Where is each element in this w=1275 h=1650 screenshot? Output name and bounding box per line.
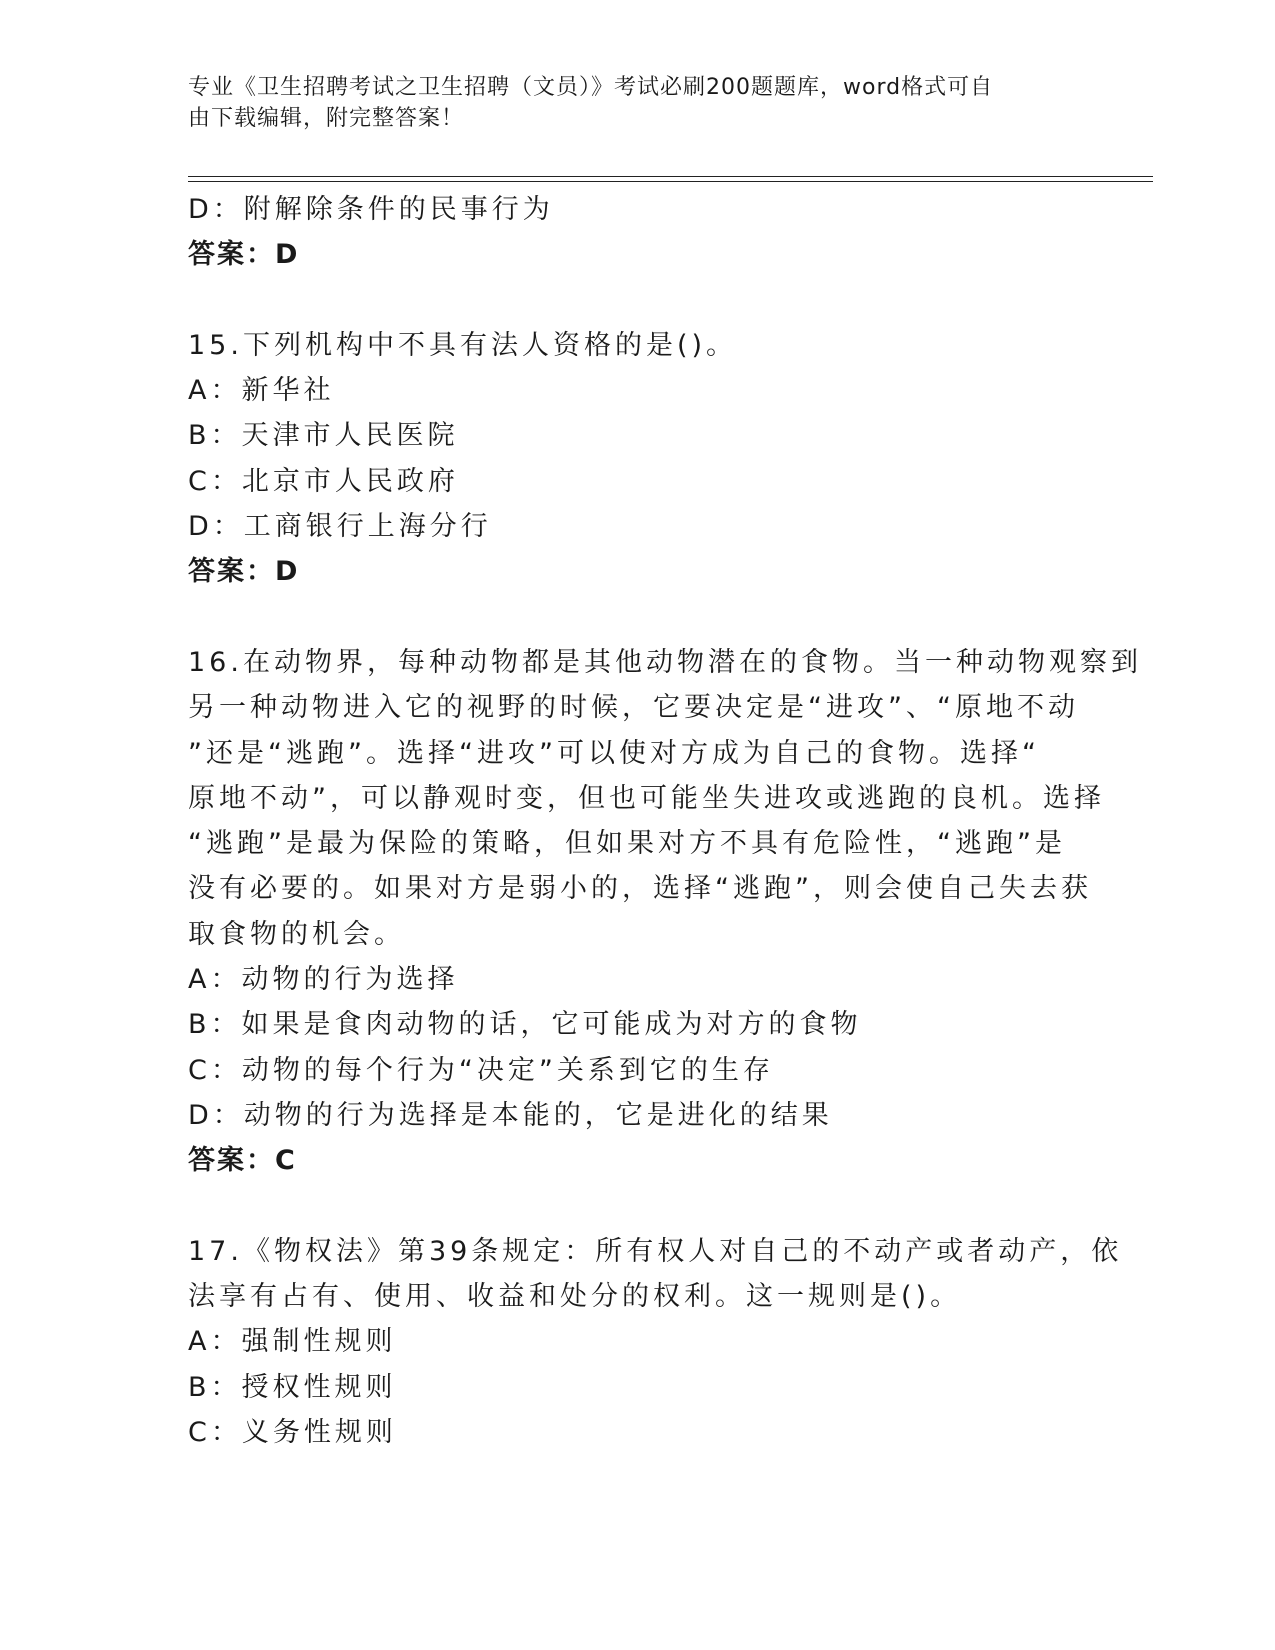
question-17 xyxy=(188,1229,1123,1455)
spacer xyxy=(188,1184,1088,1229)
question-15 xyxy=(188,323,1088,595)
q16-option-b: B：如果是食肉动物的话，它可能成为对方的食物 xyxy=(188,1009,862,1041)
question-14-tail xyxy=(188,187,1088,278)
q16-stem-line: 16.在动物界，每种动物都是其他动物潜在的食物。当一种动物观察到 xyxy=(188,646,1142,678)
question-16 xyxy=(188,640,1142,1184)
q17-option-a: A：强制性规则 xyxy=(188,1326,397,1358)
q15-option-a: A：新华社 xyxy=(188,375,335,407)
q16-stem-line: 另一种动物进入它的视野的时候，它要决定是“进攻”、“原地不动 xyxy=(188,692,1079,724)
q16-option-c: C：动物的每个行为“决定”关系到它的生存 xyxy=(188,1054,774,1086)
q16-stem-line: 取食物的机会。 xyxy=(188,918,405,950)
q16-answer: 答案：C xyxy=(188,1145,297,1177)
header-divider-top xyxy=(188,176,1153,177)
q17-stem-line: 法享有占有、使用、收益和处分的权利。这一规则是()。 xyxy=(188,1281,962,1313)
q14-option-d: D：附解除条件的民事行为 xyxy=(188,194,554,225)
q15-option-d: D：工商银行上海分行 xyxy=(188,511,492,543)
spacer xyxy=(188,278,1088,323)
q16-stem-line: 原地不动”，可以静观时变，但也可能坐失进攻或逃跑的良机。选择 xyxy=(188,782,1105,814)
q15-answer: 答案：D xyxy=(188,556,300,588)
q17-option-c: C：义务性规则 xyxy=(188,1417,397,1449)
q16-stem-line: ”还是“逃跑”。选择“进攻”可以使对方成为自己的食物。选择“ xyxy=(188,737,1040,769)
spacer xyxy=(188,595,1088,640)
q16-stem-line: 没有必要的。如果对方是弱小的，选择“逃跑”，则会使自己失去获 xyxy=(188,873,1092,905)
q16-option-a: A：动物的行为选择 xyxy=(188,964,459,996)
q16-option-d: D：动物的行为选择是本能的，它是进化的结果 xyxy=(188,1099,833,1131)
q17-stem-line: 17.《物权法》第39条规定：所有权人对自己的不动产或者动产，依 xyxy=(188,1235,1123,1267)
header-line-1: 专业《卫生招聘考试之卫生招聘（文员）》考试必刷200题题库，word格式可自 xyxy=(188,75,994,100)
document-body xyxy=(188,187,1142,1455)
header-line-2: 由下载编辑，附完整答案！ xyxy=(188,106,465,131)
q15-option-b: B：天津市人民医院 xyxy=(188,420,459,452)
header-divider-bottom xyxy=(188,181,1153,182)
q14-answer: 答案：D xyxy=(188,239,300,271)
document-header xyxy=(188,72,1068,134)
q15-stem: 15.下列机构中不具有法人资格的是()。 xyxy=(188,329,738,361)
q16-stem-line: “逃跑”是最为保险的策略，但如果对方不具有危险性，“逃跑”是 xyxy=(188,828,1066,860)
q15-option-c: C：北京市人民政府 xyxy=(188,465,459,497)
q17-option-b: B：授权性规则 xyxy=(188,1371,397,1403)
